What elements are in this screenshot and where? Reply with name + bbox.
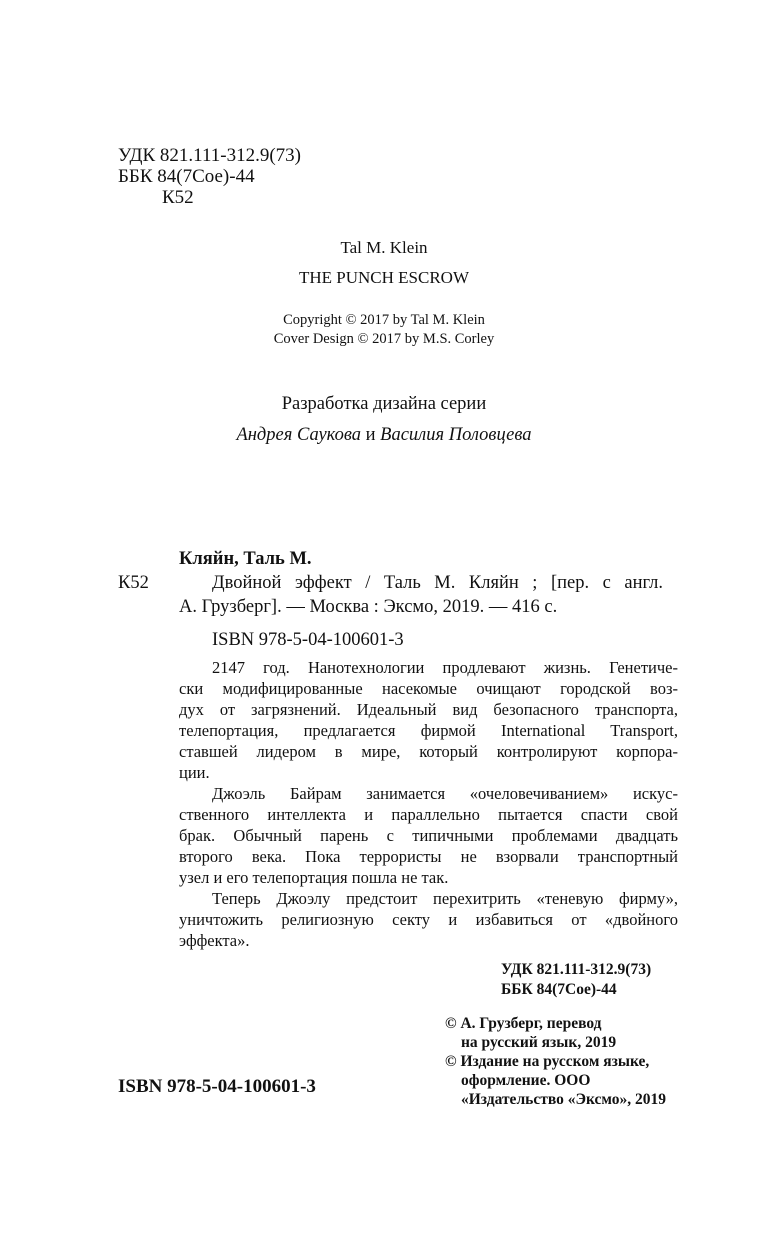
isbn-footer: ISBN 978-5-04-100601-3 — [118, 1076, 316, 1097]
bib-isbn: ISBN 978-5-04-100601-3 — [212, 630, 404, 650]
copyright-publisher: «Издательство «Эксмо», 2019 — [461, 1091, 667, 1108]
bib-author-heading: Кляйн, Таль М. — [179, 549, 312, 569]
annotation-line: ции. — [179, 763, 210, 782]
copyright-cover: Cover Design © 2017 by M.S. Corley — [273, 331, 495, 347]
annotation-line: дух от загрязнений. Идеальный вид безопасного транспорта, — [179, 700, 678, 719]
series-designers — [0, 419, 768, 451]
annotation-line: узел и его телепортация пошла не так. — [179, 868, 449, 887]
annotation-line: телепортация, предлагается фирмой International Transport, — [179, 721, 678, 740]
designer-2: Василия Половцева — [380, 425, 532, 445]
bbk-code-bold: ББК 84(7Сое)-44 — [501, 981, 617, 998]
annotation-line: брак. Обычный парень с типичными проблемами двадцать — [179, 826, 678, 845]
designer-1: Андрея Саукова — [236, 425, 362, 445]
author-mark: К52 — [162, 187, 194, 208]
series-design-line: Разработка дизайна серии — [281, 394, 487, 414]
original-title: THE PUNCH ESCROW — [298, 268, 469, 287]
original-author: Tal M. Klein — [340, 238, 428, 257]
bbk-code: ББК 84(7Сое)-44 — [118, 166, 255, 187]
annotation-line: уничтожить религиозную секту и избавиться от «двойного — [179, 910, 678, 929]
udk-code-bold: УДК 821.111-312.9(73) — [501, 961, 652, 978]
copyright-edition: © Издание на русском языке, — [445, 1053, 650, 1070]
annotation-line: ски модифицированные насекомые очищают городской воз- — [179, 679, 678, 698]
designers-conjunction: и — [365, 425, 376, 445]
annotation-line: ственного интеллекта и параллельно пытается спасти свой — [179, 805, 678, 824]
copyright-translation: © А. Грузберг, перевод — [445, 1015, 602, 1032]
copyright-edition-cont: оформление. ООО — [461, 1072, 591, 1089]
annotation-line: Теперь Джоэлу предстоит перехитрить «теневую фирму», — [212, 889, 678, 908]
bib-mark: К52 — [118, 573, 149, 593]
udk-code: УДК 821.111-312.9(73) — [118, 145, 301, 166]
annotation-line: эффекта». — [179, 931, 250, 950]
bib-line-2: А. Грузберг]. — Москва : Эксмо, 2019. — 416 с. — [179, 597, 558, 617]
annotation-line: Джоэль Байрам занимается «очеловечиванием» искус- — [212, 784, 678, 803]
copyright-text: Copyright © 2017 by Tal M. Klein — [283, 312, 485, 328]
bib-line-1: Двойной эффект / Таль М. Кляйн ; [пер. с англ. — [212, 573, 663, 593]
annotation-line: ставшей лидером в мире, который контролируют корпора- — [179, 742, 678, 761]
copyright-translation-cont: на русский язык, 2019 — [461, 1034, 617, 1051]
annotation-line: 2147 год. Нанотехнологии продлевают жизнь. Генетиче- — [212, 658, 678, 677]
annotation-line: второго века. Пока террористы не взорвали транспортный — [179, 847, 678, 866]
